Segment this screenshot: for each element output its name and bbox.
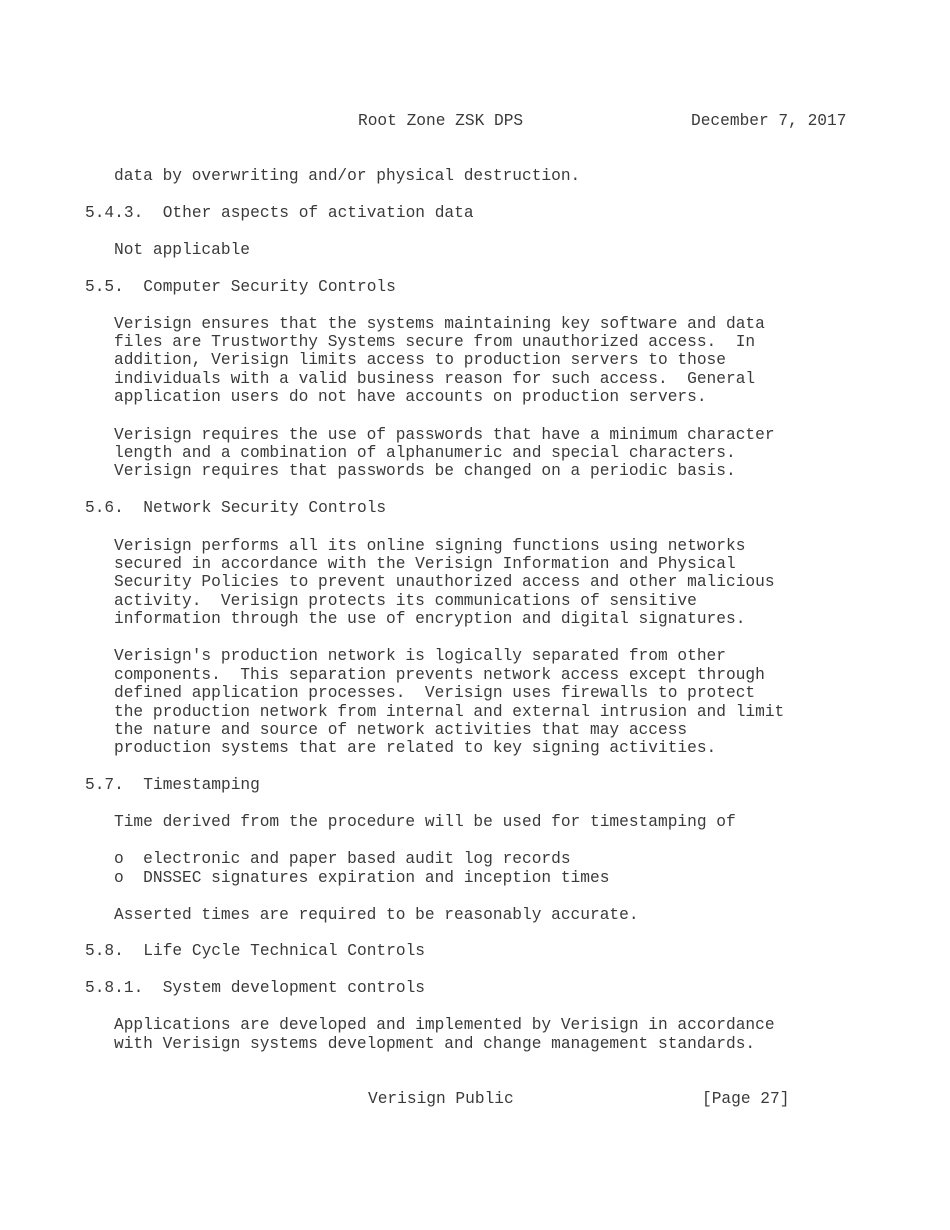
paragraph-line: secured in accordance with the Verisign Information and Physical [114, 555, 736, 573]
section-heading-5-5: 5.5. Computer Security Controls [85, 278, 396, 296]
paragraph-line: production systems that are related to key signing activities. [114, 739, 717, 757]
paragraph-line: information through the use of encryption and digital signatures. [114, 610, 746, 628]
paragraph-line: Applications are developed and implemented by Verisign in accordance [114, 1016, 775, 1034]
section-heading-5-4-3: 5.4.3. Other aspects of activation data [85, 204, 474, 222]
section-heading-5-8-1: 5.8.1. System development controls [85, 979, 425, 997]
paragraph-line: Verisign requires that passwords be changed on a periodic basis. [114, 462, 736, 480]
paragraph-line: activity. Verisign protects its communications of sensitive [114, 592, 697, 610]
footer-page-number: [Page 27] [702, 1090, 790, 1108]
section-heading-5-8: 5.8. Life Cycle Technical Controls [85, 942, 425, 960]
paragraph-line: defined application processes. Verisign uses firewalls to protect [114, 684, 756, 702]
paragraph-line: the production network from internal and external intrusion and limit [114, 703, 785, 721]
paragraph-line: Verisign's production network is logically separated from other [114, 647, 726, 665]
section-heading-5-6: 5.6. Network Security Controls [85, 499, 387, 517]
paragraph-line: Verisign performs all its online signing functions using networks [114, 537, 746, 555]
section-body-5-4-3: Not applicable [114, 241, 250, 259]
header-title: Root Zone ZSK DPS [358, 112, 524, 130]
footer-left: Verisign Public [368, 1090, 514, 1108]
paragraph-line: Verisign requires the use of passwords that have a minimum character [114, 426, 775, 444]
paragraph-line: files are Trustworthy Systems secure from unauthorized access. In [114, 333, 756, 351]
paragraph-line: Asserted times are required to be reasonably accurate. [114, 906, 639, 924]
paragraph-line: length and a combination of alphanumeric and special characters. [114, 444, 736, 462]
paragraph-line: addition, Verisign limits access to production servers to those [114, 351, 726, 369]
paragraph-line: individuals with a valid business reason for such access. General [114, 370, 756, 388]
paragraph-line: application users do not have accounts on production servers. [114, 388, 707, 406]
paragraph-line: Verisign ensures that the systems maintaining key software and data [114, 315, 765, 333]
paragraph-line: components. This separation prevents network access except through [114, 666, 765, 684]
paragraph-line: Security Policies to prevent unauthorized access and other malicious [114, 573, 775, 591]
list-item: o DNSSEC signatures expiration and inception times [114, 869, 610, 887]
section-heading-5-7: 5.7. Timestamping [85, 776, 260, 794]
list-item: o electronic and paper based audit log records [114, 850, 571, 868]
paragraph-continuation: data by overwriting and/or physical destruction. [114, 167, 581, 185]
header-date: December 7, 2017 [691, 112, 847, 130]
paragraph-line: Time derived from the procedure will be used for timestamping of [114, 813, 736, 831]
paragraph-line: with Verisign systems development and change management standards. [114, 1035, 756, 1053]
paragraph-line: the nature and source of network activities that may access [114, 721, 688, 739]
